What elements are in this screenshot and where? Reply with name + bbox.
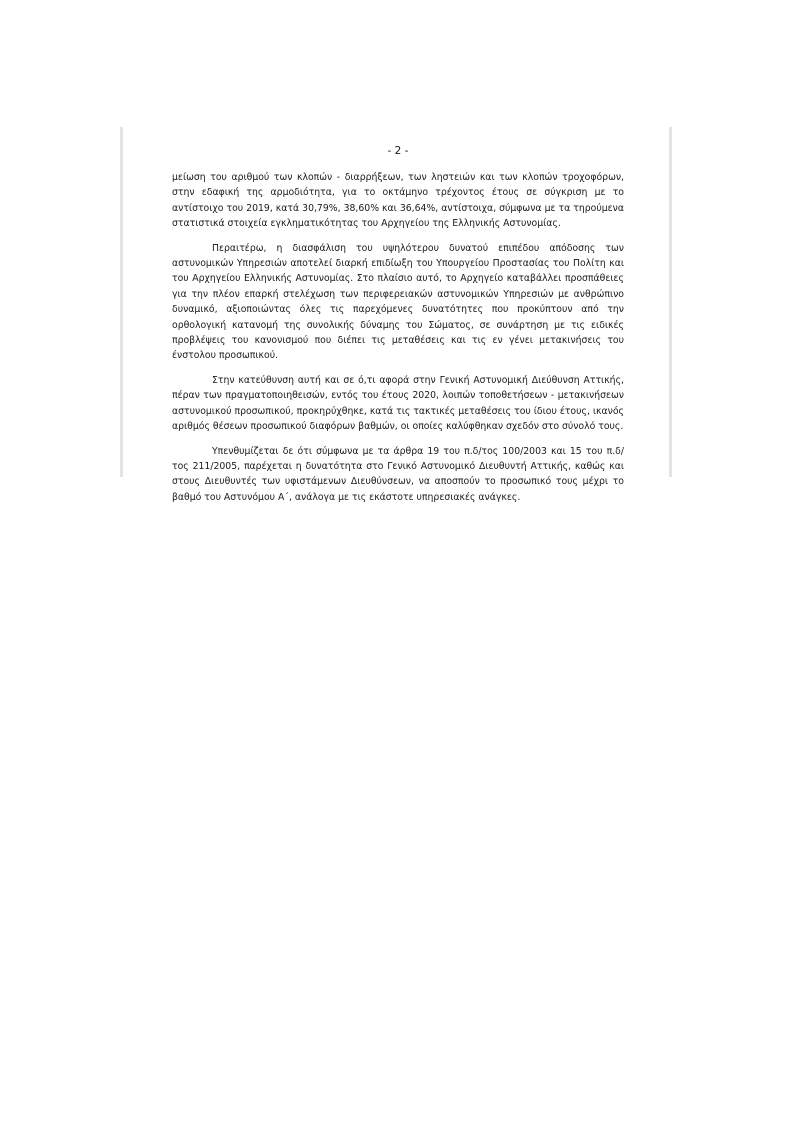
page-number: - 2 -	[387, 145, 409, 157]
paragraph-attica-transfers: Στην κατεύθυνση αυτή και σε ό,τι αφορά στην Γενική Αστυνομική Διεύθυνση Αττικής, πέραν των πραγματοποιηθεισών, εντός του έτους 2020, λοιπών τοποθετήσεων - μετακινήσεων αστυνομικού προσωπικού, προκηρύχθηκε, κατά τις τακτικές μεταθέσεις του ίδιου έτους, ικανός αριθμός θέσεων προσωπικού διαφόρων βαθμών, οι οποίες καλύφθηκαν σχεδόν στο σύνολό τους.	[172, 374, 624, 433]
document-page	[172, 144, 624, 514]
paragraph-staffing: Περαιτέρω, η διασφάλιση του υψηλότερου δυνατού επιπέδου απόδοσης των αστυνομικών Υπηρεσιών αποτελεί διαρκή επιδίωξη του Υπουργείου Προστασίας του Πολίτη και του Αρχηγείου Ελληνικής Αστυνομίας. Στο πλαίσιο αυτό, το Αρχηγείο καταβάλλει προσπάθειες για την πλέον επαρκή στελέχωση των περιφερειακών αστυνομικών Υπηρεσιών με ανθρώπινο δυναμικό, αξιοποιώντας όλες τις παρεχόμενες δυνατότητες που προκύπτουν από την ορθολογική κατανομή της συνολικής δύναμης του Σώματος, σε συνάρτηση με τις ειδικές προβλέψεις του κανονισμού που διέπει τις μεταθέσεις και τις εν γένει μετακινήσεις του ένστολου προσωπικού.	[172, 242, 624, 362]
right-margin-rule	[669, 127, 672, 477]
paragraph-continuation: μείωση του αριθμού των κλοπών - διαρρήξεων, των ληστειών και των κλοπών τροχοφόρων, στην εδαφική της αρμοδιότητα, για το οκτάμηνο τρέχοντος έτους σε σύγκριση με το αντίστοιχο του 2019, κατά 30,79%, 38,60% και 36,64%, αντίστοιχα, σύμφωνα με τα τηρούμενα στατιστικά στοιχεία εγκληματικότητας του Αρχηγείου της Ελληνικής Αστυνομίας.	[172, 172, 624, 230]
paragraph-secondment-provision: Υπενθυμίζεται δε ότι σύμφωνα με τα άρθρα 19 του π.δ/τος 100/2003 και 15 του π.δ/τος 211/2005, παρέχεται η δυνατότητα στο Γενικό Αστυνομικό Διευθυντή Αττικής, καθώς και στους Διευθυντές των υφιστάμενων Διευθύνσεων, να αποσπούν το προσωπικό τους μέχρι το βαθμό του Αστυνόμου Α΄, ανάλογα με τις εκάστοτε υπηρεσιακές ανάγκες.	[172, 445, 624, 503]
left-margin-rule	[120, 127, 123, 477]
